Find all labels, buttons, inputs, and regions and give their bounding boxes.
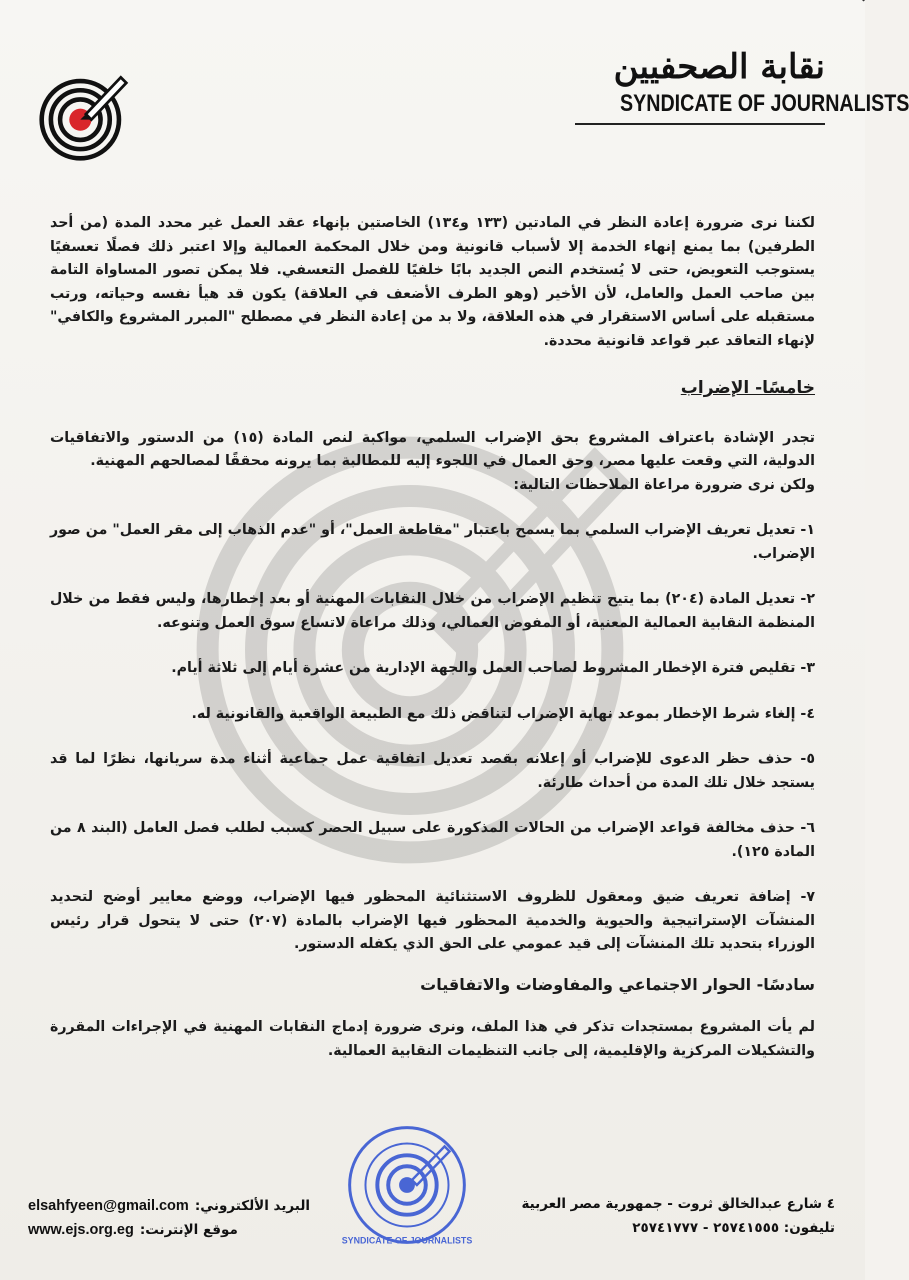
footer-phones: تليفون: ٢٥٧٤١٥٥٥ - ٢٥٧٤١٧٧٧ bbox=[632, 1220, 835, 1236]
list-item: ٣- تقليص فترة الإخطار المشروط لصاحب العمل والجهة الإدارية من عشرة أيام إلى ثلاثة أيام. bbox=[171, 660, 815, 676]
section5-heading: خامسًا- الإضراب bbox=[680, 378, 815, 398]
section5-lead: ولكن نرى ضرورة مراعاة الملاحظات التالية: bbox=[513, 476, 815, 493]
footer-address: ٤ شارع عبدالخالق ثروت - جمهورية مصر العربية bbox=[521, 1196, 835, 1212]
footer-email[interactable]: elsahfyeen@gmail.com bbox=[28, 1198, 189, 1214]
footer-website[interactable]: www.ejs.org.eg bbox=[28, 1222, 134, 1238]
footer bbox=[0, 1178, 865, 1280]
footer-email-label: البريد الألكتروني: bbox=[194, 1198, 311, 1214]
corner-fold-line bbox=[772, 0, 865, 2]
document-body bbox=[50, 212, 815, 1063]
brand-english: SYNDICATE OF JOURNALISTS bbox=[620, 90, 909, 117]
syndicate-logo-icon bbox=[38, 70, 130, 162]
footer-email-row bbox=[28, 1194, 310, 1218]
intro-paragraph: لكننا نرى ضرورة إعادة النظر في المادتين (١٣٣ و١٣٤) الخاصتين بإنهاء عقد العمل غير محدد المدة (من أحد الطرفين) بما يمنع إنهاء الخدمة إلا لأسباب قانونية ومن خلال المحكمة العمالية وإلا اعتبر ذلك فصلًا تعسفيًا يستوجب التعويض، حتى لا يُستخدم النص الجديد بابًا خلفيًا للفصل التعسفي. فلا يمكن تصور المساواة التامة بين صاحب العمل والعامل، لأن الأخير (وهو الطرف الأضعف في العلاقة) يكون قد هيأ نفسه وحياته، ورتب مستقبله على أساس الاستقرار في هذه العلاقة، ولا بد من إعادة النظر في مصطلح "المبرر المشروع والكافي" لإنهاء التعاقد عبر قواعد قانونية محددة. bbox=[50, 215, 815, 349]
footer-web-label: موقع الإنترنت: bbox=[139, 1222, 238, 1238]
list-item: ٢- تعديل المادة (٢٠٤) بما يتيح تنظيم الإضراب من خلال النقابات المهنية أو بعد إخطارها، وليس فقط من خلال المنظمة النقابية العمالية المعنية، أو المفوض العمالي، وذلك مراعاة لاتساع سوق العمل وتنوعه. bbox=[50, 591, 815, 631]
footer-address-block bbox=[521, 1192, 835, 1240]
brand-rule bbox=[575, 123, 825, 125]
list-item: ١- تعديل تعريف الإضراب السلمي بما يسمح باعتبار "مقاطعة العمل"، أو "عدم الذهاب إلى مقر العمل" من صور الإضراب. bbox=[50, 522, 815, 562]
stamp-text: SYNDICATE OF JOURNALISTS bbox=[341, 1235, 473, 1246]
section6-heading: سادسًا- الحوار الاجتماعي والمفاوضات والاتفاقيات bbox=[420, 974, 815, 994]
brand-arabic: نقابة الصحفيين bbox=[613, 47, 825, 87]
list-item: ٤- إلغاء شرط الإخطار بموعد نهاية الإضراب لتناقض ذلك مع الطبيعة الواقعية والقانونية له. bbox=[191, 705, 815, 722]
list-item: ٥- حذف حظر الدعوى للإضراب أو إعلانه بقصد تعديل اتفاقية عمل جماعية أثناء مدة سريانها، نظرًا لما قد يستجد خلال تلك المدة من أحداث طارئة. bbox=[50, 751, 815, 791]
footer-contact bbox=[28, 1194, 310, 1242]
section5-paragraph: تجدر الإشادة باعتراف المشروع بحق الإضراب السلمي، مواكبة لنص المادة (١٥) من الدستور والاتفاقيات الدولية، التي وقعت عليها مصر، وحق العمال في اللجوء إليه للمطالبة بما يرونه محققًا لمصالحهم المهنية. bbox=[50, 429, 815, 469]
list-item: ٦- حذف مخالفة قواعد الإضراب من الحالات المذكورة على سبيل الحصر كسبب لطلب فصل العامل (البند ٨ من المادة ١٢٥). bbox=[50, 820, 815, 860]
brand-block bbox=[575, 45, 909, 125]
footer-web-row bbox=[28, 1218, 310, 1242]
list-item: ٧- إضافة تعريف ضيق ومعقول للظروف الاستثنائية المحظور فيها الإضراب، ووضع معايير أوضح لتحديد المنشآت الإستراتيجية والحيوية والخدمية المحظور فيها الإضراب بالمادة (٢٠٧) حتى لا يتحول قرار رئيس الوزراء بتحديد تلك المنشآت إلى قيد عمومي على الحق الذي يكفله الدستور. bbox=[50, 889, 815, 952]
section6-paragraph: لم يأت المشروع بمستجدات تذكر في هذا الملف، ونرى ضرورة إدماج النقابات المهنية في الإجراءات المقررة والتشكيلات المركزية والإقليمية، إلى جانب التنظيمات النقابية العمالية. bbox=[50, 1019, 815, 1059]
